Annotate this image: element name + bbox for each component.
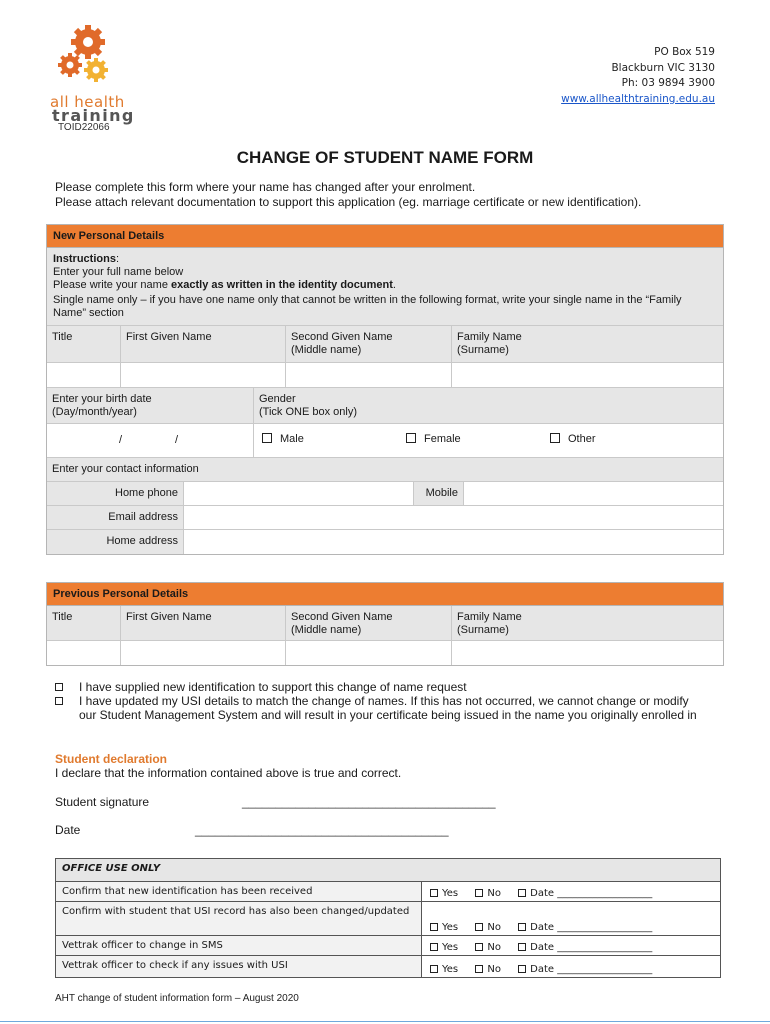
logo-text-line2: training (52, 106, 135, 125)
office-yes-option[interactable]: Yes (430, 888, 458, 899)
new-personal-details-section (46, 224, 724, 555)
checkbox-icon[interactable] (475, 889, 483, 897)
checkbox-icon[interactable] (518, 965, 526, 973)
mobile-label: Mobile (413, 482, 463, 505)
toid-number: TOID22066 (58, 122, 110, 133)
date-label: Date (55, 823, 81, 837)
checkbox-icon[interactable] (518, 923, 526, 931)
checkbox-icon[interactable] (430, 943, 438, 951)
mobile-input[interactable] (463, 482, 723, 505)
office-row (56, 902, 720, 936)
office-yes-option[interactable]: Yes (430, 922, 458, 933)
declaration-text: I declare that the information contained above is true and correct. (55, 766, 402, 780)
office-use-table (55, 858, 721, 978)
org-address (561, 45, 715, 107)
col-title: Title (52, 331, 73, 343)
checkbox-icon[interactable] (406, 433, 416, 443)
office-no-option[interactable]: No (475, 922, 501, 933)
bottom-divider (0, 1021, 770, 1022)
home-phone-input[interactable] (183, 482, 413, 505)
office-row (56, 956, 720, 977)
prev-name-column-headers (47, 606, 723, 641)
col-family-name: Family Name (Surname) (451, 326, 723, 362)
prev-col-family-name: Family Name (Surname) (451, 606, 723, 640)
checkbox-icon[interactable] (262, 433, 272, 443)
checkbox-icon[interactable] (550, 433, 560, 443)
form-title: CHANGE OF STUDENT NAME FORM (236, 148, 534, 167)
gender-label: Gender (Tick ONE box only) (253, 388, 723, 423)
office-row-label: Vettrak officer to change in SMS (56, 936, 422, 955)
ack-identification-checkbox[interactable] (55, 683, 63, 691)
ack-usi-checkbox[interactable] (55, 697, 63, 705)
signature-line[interactable]: ______________________________________ (242, 795, 496, 809)
footer-text: AHT change of student information form – August 2020 (55, 993, 299, 1004)
address-line-suburb: Blackburn VIC 3130 (611, 61, 715, 74)
prev-name-input-row (47, 641, 723, 665)
checkbox-icon[interactable] (430, 965, 438, 973)
checkbox-icon[interactable] (475, 923, 483, 931)
email-label: Email address (47, 506, 183, 529)
new-second-name-input[interactable] (285, 363, 451, 387)
office-date-option[interactable]: Date ___________________ (518, 888, 652, 899)
birth-date-input[interactable]: / / (119, 434, 179, 446)
declaration-title: Student declaration (55, 752, 168, 766)
office-row-label: Confirm that new identification has been received (56, 882, 422, 901)
prev-col-title: Title (52, 611, 73, 623)
birth-gender-input-row (47, 424, 723, 458)
gender-female-option[interactable]: Female (406, 433, 461, 446)
logo-text-line1: all health (50, 93, 125, 111)
new-first-name-input[interactable] (120, 363, 285, 387)
signature-label: Student signature (55, 795, 150, 809)
office-date-option[interactable]: Date ___________________ (518, 964, 652, 975)
email-row (47, 506, 723, 530)
home-phone-label: Home phone (47, 482, 183, 505)
checkbox-icon[interactable] (518, 943, 526, 951)
new-name-input-row (47, 363, 723, 388)
instructions-label: Instructions (53, 253, 116, 265)
office-date-option[interactable]: Date ___________________ (518, 942, 652, 953)
address-line-phone: Ph: 03 9894 3900 (621, 77, 715, 89)
name-column-headers (47, 326, 723, 363)
office-row-label: Vettrak officer to check if any issues with USI (56, 956, 422, 977)
birth-date-label: Enter your birth date (Day/month/year) (52, 393, 152, 418)
instructions-block: Instructions: Enter your full name below Please write your name exactly as written in the identity document. Single name only – if you have one name only that cannot be written in the following format, write your single name in the “Family Name” section (47, 248, 723, 326)
col-second-name: Second Given Name (Middle name) (285, 326, 451, 362)
prev-family-name-input[interactable] (451, 641, 723, 665)
prev-col-second-name: Second Given Name (Middle name) (285, 606, 451, 640)
home-address-row (47, 530, 723, 554)
checkbox-icon[interactable] (518, 889, 526, 897)
ack-identification: I have supplied new identification to support this change of name request (55, 680, 705, 694)
office-no-option[interactable]: No (475, 964, 501, 975)
office-yes-option[interactable]: Yes (430, 964, 458, 975)
gender-male-option[interactable]: Male (262, 433, 304, 446)
new-title-input[interactable] (47, 363, 120, 387)
intro-line-2: Please attach relevant documentation to support this application (eg. marriage certificate or new identification). (55, 195, 642, 209)
office-yes-option[interactable]: Yes (430, 942, 458, 953)
office-use-header: OFFICE USE ONLY (56, 859, 720, 882)
checkbox-icon[interactable] (430, 889, 438, 897)
email-input[interactable] (183, 506, 723, 529)
section-header-new-details: New Personal Details (47, 225, 723, 248)
home-address-input[interactable] (183, 530, 723, 554)
home-address-label: Home address (47, 530, 183, 554)
intro-line-1: Please complete this form where your name has changed after your enrolment. (55, 180, 476, 194)
checkbox-icon[interactable] (430, 923, 438, 931)
previous-personal-details-section (46, 582, 724, 666)
office-date-option[interactable]: Date ___________________ (518, 922, 652, 933)
office-row (56, 882, 720, 902)
checkbox-icon[interactable] (475, 943, 483, 951)
instruction-line-1: Enter your full name below (53, 266, 184, 278)
prev-col-first-name: First Given Name (120, 606, 285, 640)
contact-info-label-row (47, 458, 723, 482)
gender-other-option[interactable]: Other (550, 433, 596, 446)
section-header-previous-details: Previous Personal Details (47, 583, 723, 606)
col-first-name: First Given Name (120, 326, 285, 362)
office-row-label: Confirm with student that USI record has also been changed/updated (56, 902, 422, 935)
website-link[interactable]: www.allhealthtraining.edu.au (561, 92, 715, 105)
office-row (56, 936, 720, 956)
gender-options (253, 424, 723, 457)
contact-info-label: Enter your contact information (52, 463, 199, 475)
new-family-name-input[interactable] (451, 363, 723, 387)
instruction-line-3: Single name only – if you have one name only that cannot be written in the following format, write your single name in the “Family Name” section (53, 294, 682, 319)
ack-usi: I have updated my USI details to match the change of names. If this has not occurred, we cannot change or modify our Student Management System and will result in your certificate being issued in the name you originally enrolled in (55, 694, 705, 722)
prev-title-input[interactable] (47, 641, 120, 665)
birth-gender-headers (47, 388, 723, 424)
date-line[interactable]: ______________________________________ (195, 823, 449, 837)
office-no-option[interactable]: No (475, 888, 501, 899)
phone-row (47, 482, 723, 506)
address-line-po-box: PO Box 519 (654, 46, 715, 58)
office-no-option[interactable]: No (475, 942, 501, 953)
prev-first-name-input[interactable] (120, 641, 285, 665)
checkbox-icon[interactable] (475, 965, 483, 973)
prev-second-name-input[interactable] (285, 641, 451, 665)
instruction-line-2: Please write your name exactly as written in the identity document. (53, 279, 396, 291)
form-intro (55, 180, 641, 210)
